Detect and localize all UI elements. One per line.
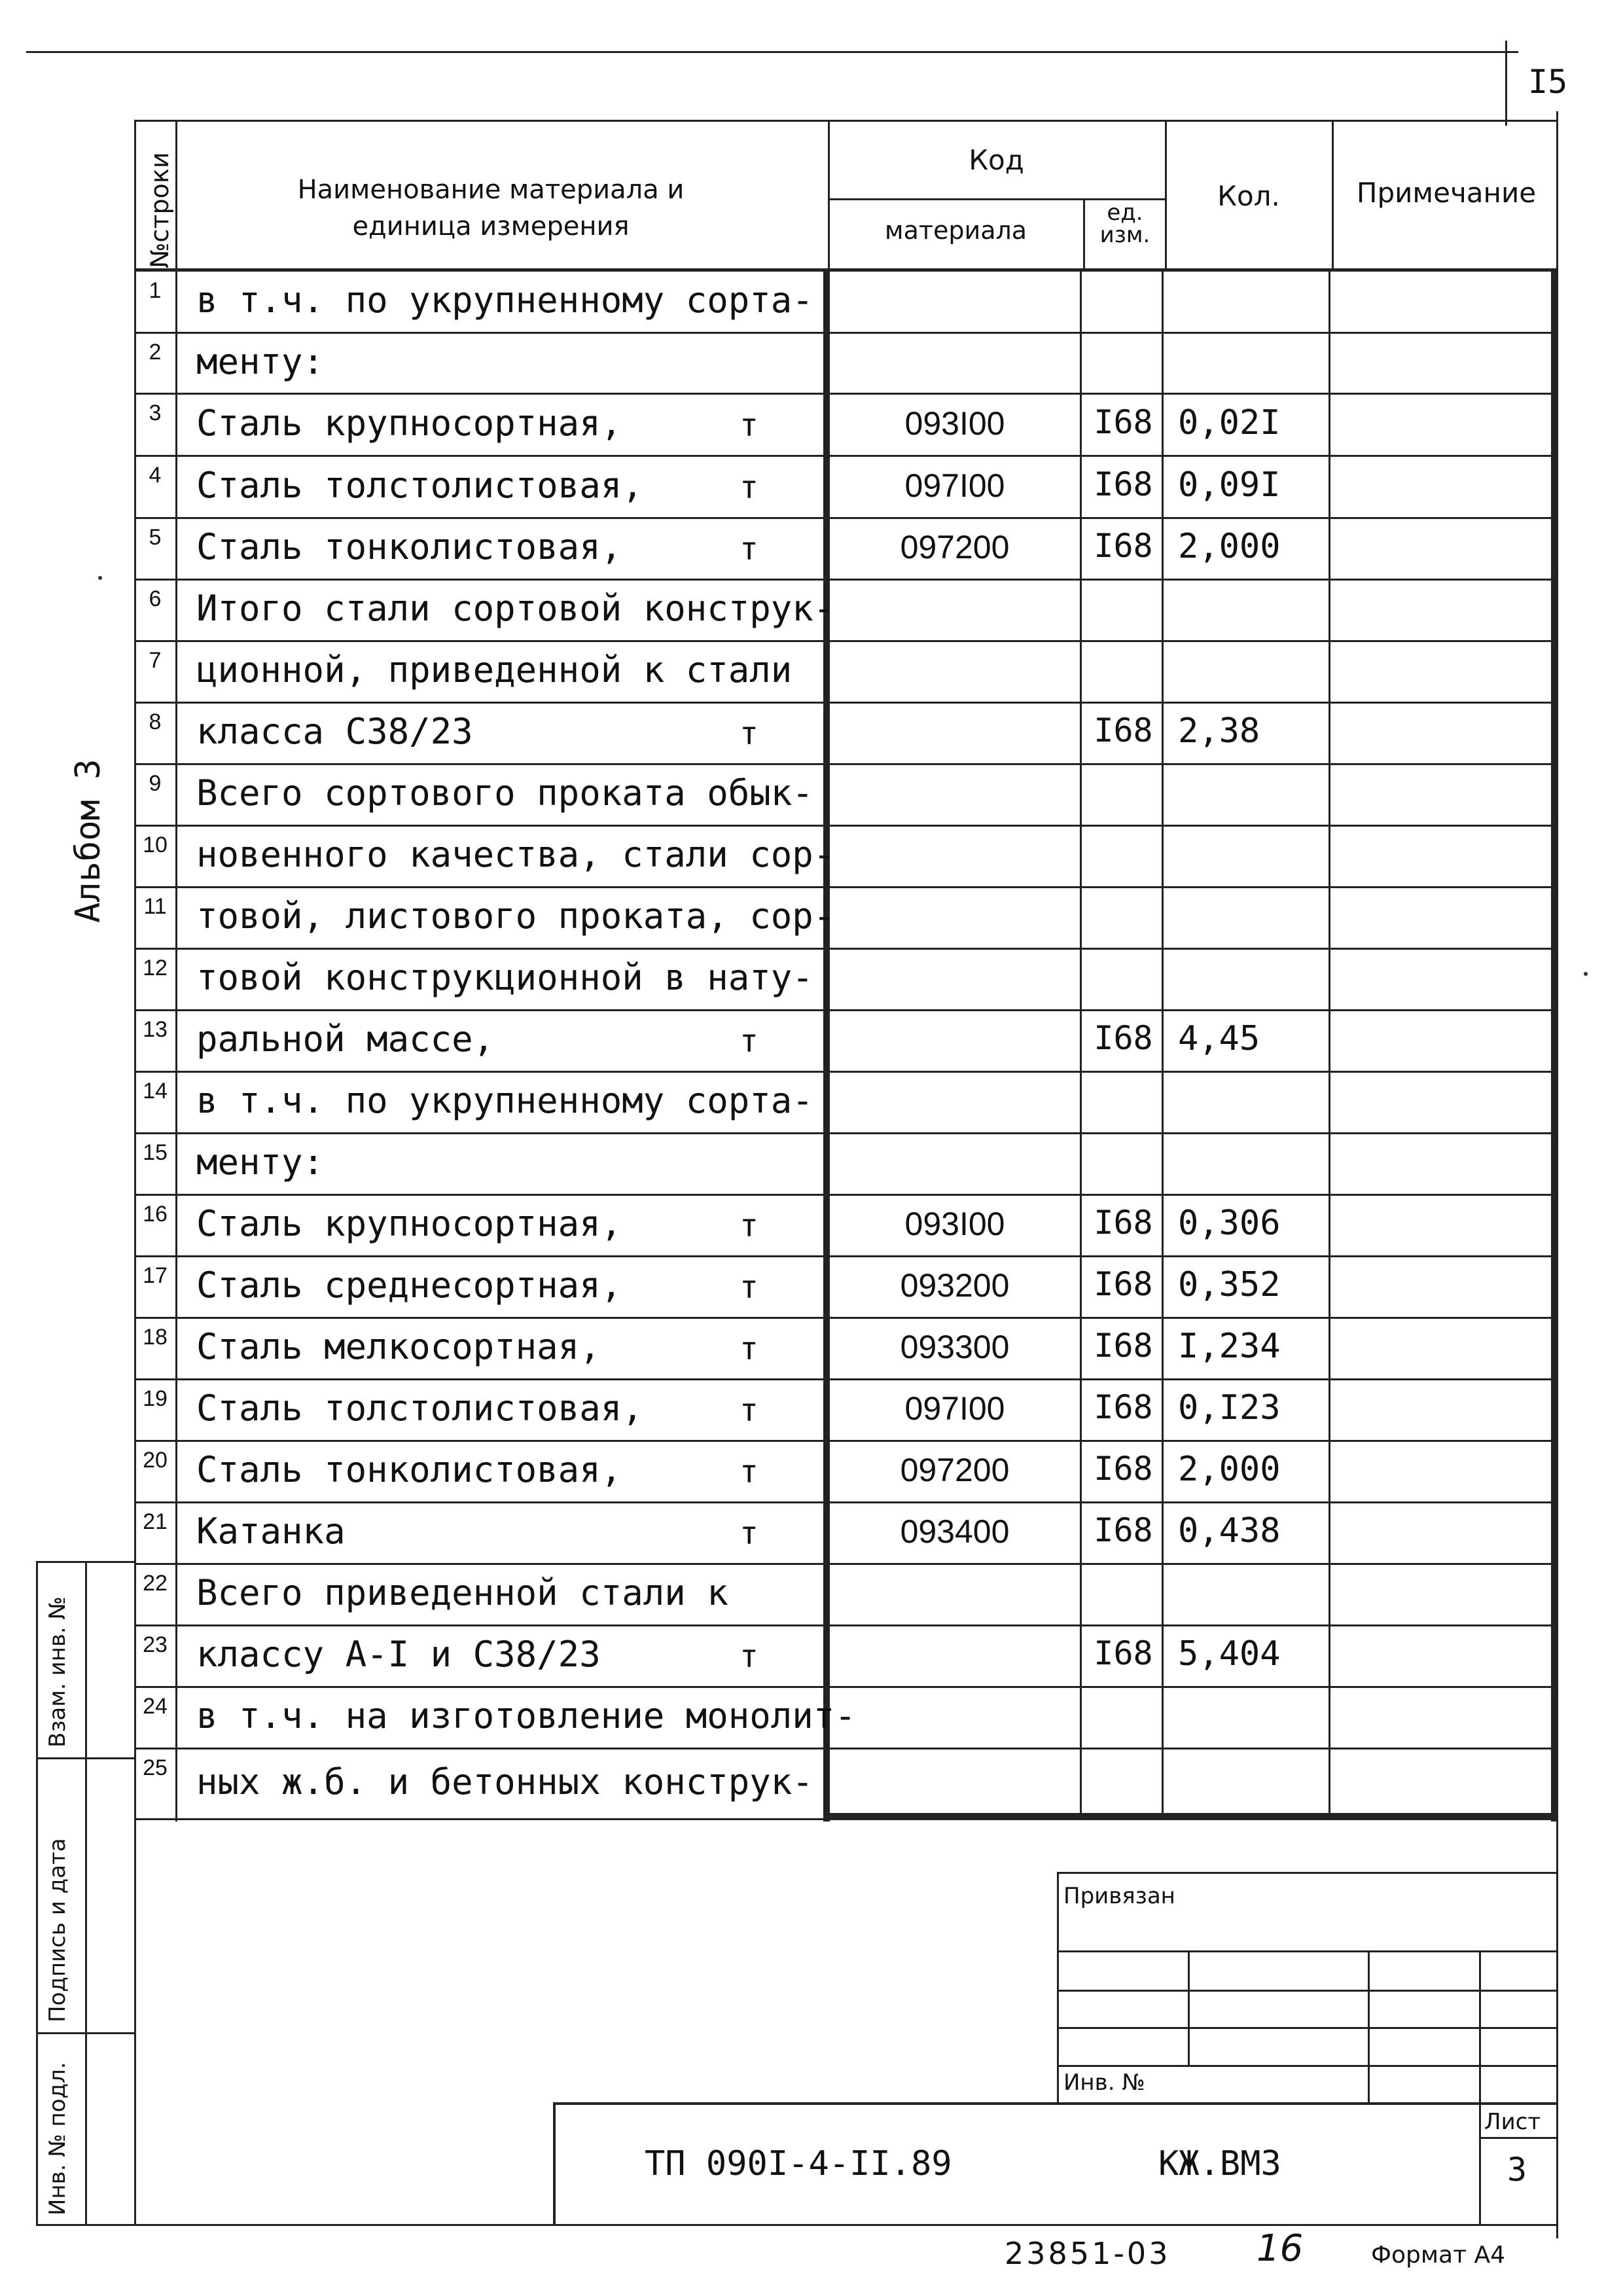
row-divider	[134, 517, 1558, 519]
row-name: Сталь крупносортная,	[196, 1203, 622, 1244]
row-material-code: 093I00	[904, 1206, 1005, 1242]
stamp-outer-left	[36, 1561, 38, 2225]
row-number: 12	[143, 956, 168, 980]
row-name: менту:	[196, 340, 325, 382]
row-material-code: 097I00	[904, 467, 1005, 504]
row-unit-abbr: т	[740, 1331, 758, 1367]
row-unit-abbr: т	[740, 1023, 758, 1060]
header-note: Примечание	[1356, 177, 1537, 209]
row-number: 1	[149, 278, 162, 303]
row-unit-code: I68	[1094, 1327, 1153, 1365]
row-qty: 0,438	[1178, 1511, 1281, 1551]
row-divider	[134, 763, 1558, 765]
row-number: 4	[149, 463, 162, 488]
page-bottom-border	[36, 2224, 1558, 2226]
tb-vline-1	[1188, 1950, 1190, 2065]
row-number: 5	[149, 525, 162, 550]
row-divider	[134, 455, 1558, 457]
header-name: Наименование материала и единица измерения	[297, 175, 685, 242]
row-unit-code: I68	[1094, 1634, 1153, 1672]
row-name: в т.ч. по укрупненному сорта-	[196, 1080, 813, 1121]
row-name: менту:	[196, 1141, 325, 1183]
row-name: в т.ч. по укрупненному сорта-	[196, 279, 813, 321]
row-material-code: 097I00	[904, 1390, 1005, 1427]
stamp-sep-2	[36, 2032, 134, 2034]
tb-line-2	[1057, 1990, 1558, 1992]
row-qty: 2,38	[1178, 711, 1260, 751]
row-number: 11	[143, 894, 167, 919]
tb-privyazan: Привязан	[1063, 1883, 1175, 1909]
row-unit-abbr: т	[740, 1392, 758, 1429]
stamp-sep-1	[36, 1757, 134, 1759]
tb-main-left	[553, 2102, 556, 2225]
stamp-inner-divider	[85, 1561, 87, 2225]
row-number: 18	[143, 1325, 168, 1350]
col-divider-qty	[1162, 270, 1164, 1818]
row-name: ных ж.б. и бетонных конструк-	[196, 1761, 813, 1803]
row-unit-code: I68	[1094, 1511, 1153, 1549]
row-unit-abbr: т	[740, 531, 758, 567]
row-number: 23	[143, 1632, 168, 1657]
stamp-top	[36, 1561, 134, 1563]
row-qty: 2,000	[1178, 1450, 1281, 1489]
row-unit-code: I68	[1094, 1204, 1153, 1242]
row-divider	[134, 1563, 1558, 1565]
row-number: 3	[149, 401, 162, 425]
tb-line-3	[1057, 2027, 1558, 2029]
row-qty: 2,000	[1178, 527, 1281, 566]
row-unit-abbr: т	[740, 1638, 758, 1675]
row-number: 25	[143, 1755, 168, 1780]
header-unit: ед. изм.	[1099, 200, 1150, 248]
row-unit-code: I68	[1094, 1450, 1153, 1488]
col-divider-rowno	[175, 120, 177, 1821]
row-unit-abbr: т	[740, 1208, 758, 1244]
footer-code: 23851-03	[1005, 2236, 1171, 2271]
row-name: Всего сортового проката обык-	[196, 772, 813, 814]
row-name: Сталь мелкосортная,	[196, 1326, 601, 1367]
margin-dot	[1584, 972, 1588, 976]
tb-doc-code: ТП 090I-4-II.89	[645, 2144, 952, 2183]
row-name: класса С38/23	[196, 711, 473, 752]
row-name: Сталь тонколистовая,	[196, 526, 622, 567]
table-bottom-line	[134, 1818, 1558, 1820]
row-number: 21	[143, 1509, 168, 1534]
header-material: материала	[884, 216, 1027, 245]
row-name: Сталь тонколистовая,	[196, 1449, 622, 1490]
row-qty: 0,306	[1178, 1204, 1281, 1243]
row-qty: 0,02I	[1178, 403, 1281, 442]
row-number: 15	[143, 1140, 168, 1165]
footer-sheet: 16	[1257, 2227, 1304, 2270]
row-name: в т.ч. на изготовление монолит-	[196, 1695, 856, 1736]
table-left-border	[134, 120, 136, 2224]
col-divider-unit-hdr	[1083, 200, 1085, 270]
top-border	[26, 51, 1518, 53]
row-unit-code: I68	[1094, 1019, 1153, 1057]
row-divider	[134, 886, 1558, 888]
col-divider-note-hdr	[1332, 120, 1334, 270]
data-block-right-thick	[1551, 270, 1558, 1821]
row-name: Сталь толстолистовая,	[196, 464, 643, 506]
page-number-divider	[1505, 41, 1507, 126]
row-unit-abbr: т	[740, 1454, 758, 1490]
header-qty: Кол.	[1217, 180, 1280, 212]
row-divider	[134, 1132, 1558, 1134]
row-divider	[134, 1009, 1558, 1011]
data-block-left-thick	[823, 270, 830, 1821]
margin-dot	[98, 576, 102, 580]
row-unit-code: I68	[1094, 1388, 1153, 1426]
row-name: Сталь толстолистовая,	[196, 1388, 643, 1429]
row-number: 8	[149, 709, 162, 734]
row-number: 14	[143, 1079, 168, 1103]
row-name: Итого стали сортовой конструк-	[196, 588, 835, 629]
col-divider-code	[828, 120, 830, 270]
row-divider	[134, 1378, 1558, 1380]
row-name: Всего приведенной стали к	[196, 1572, 728, 1613]
tb-main-top	[553, 2102, 1558, 2105]
row-name: Сталь среднесортная,	[196, 1265, 622, 1306]
row-material-code: 097200	[900, 1452, 1010, 1488]
row-divider	[134, 579, 1558, 581]
row-divider	[134, 1071, 1558, 1073]
row-material-code: 093200	[900, 1267, 1010, 1304]
row-unit-abbr: т	[740, 406, 758, 444]
album-label: Альбом 3	[69, 759, 108, 923]
row-name: ционной, приведенной к стали	[196, 649, 793, 691]
row-material-code: 097200	[900, 529, 1010, 565]
tb-sheet-no: 3	[1507, 2151, 1527, 2189]
row-divider	[134, 332, 1558, 334]
row-unit-code: I68	[1094, 527, 1153, 565]
row-unit-abbr: т	[740, 1269, 758, 1306]
row-number: 10	[143, 833, 168, 857]
header-row-no: №строки	[145, 152, 174, 268]
row-divider	[134, 948, 1558, 950]
row-unit-code: I68	[1094, 711, 1153, 749]
col-divider-note	[1329, 270, 1330, 1818]
row-number: 17	[143, 1263, 168, 1288]
tb-line-4	[1057, 2065, 1558, 2067]
row-number: 9	[149, 771, 162, 796]
tb-vline-2	[1368, 1950, 1370, 2104]
tb-vline-3	[1479, 1950, 1481, 2225]
tb-left	[1057, 1872, 1059, 2104]
row-material-code: 093I00	[904, 404, 1005, 442]
table-top-border	[134, 120, 1558, 122]
row-divider	[134, 640, 1558, 642]
tb-sheet-label: Лист	[1484, 2109, 1541, 2135]
row-name: товой конструкционной в нату-	[196, 957, 813, 998]
row-unit-code: I68	[1094, 1265, 1153, 1303]
tb-inv-no: Инв. №	[1063, 2070, 1145, 2096]
stamp-inv-podl-label: Инв. № подл.	[45, 2062, 71, 2215]
row-divider	[134, 1686, 1558, 1688]
row-qty: 4,45	[1178, 1019, 1260, 1058]
row-qty: 0,I23	[1178, 1388, 1281, 1427]
row-qty: 0,352	[1178, 1265, 1281, 1304]
row-name: классу А-I и С38/23	[196, 1634, 601, 1675]
tb-top	[1057, 1872, 1558, 1874]
row-divider	[134, 1501, 1558, 1503]
tb-line-1	[1057, 1950, 1558, 1952]
page-number: I5	[1528, 63, 1568, 101]
row-qty: I,234	[1178, 1327, 1281, 1366]
stamp-podpis-label: Подпись и дата	[45, 1838, 71, 2022]
row-unit-abbr: т	[740, 715, 758, 752]
row-unit-abbr: т	[740, 1515, 758, 1552]
row-number: 7	[149, 648, 162, 673]
row-name: Сталь крупносортная,	[196, 402, 622, 444]
row-qty: 0,09I	[1178, 465, 1281, 505]
tb-sheet-sep	[1479, 2137, 1558, 2139]
row-name: товой, листового проката, сор-	[196, 895, 835, 937]
row-number: 16	[143, 1202, 168, 1227]
header-bottom-border	[134, 268, 1558, 272]
row-unit-code: I68	[1094, 465, 1153, 503]
col-divider-unit	[1080, 270, 1082, 1818]
tb-mark: КЖ.ВМЗ	[1158, 2144, 1281, 2183]
row-unit-code: I68	[1094, 403, 1153, 441]
row-qty: 5,404	[1178, 1634, 1281, 1674]
row-number: 2	[149, 340, 162, 365]
row-material-code: 093400	[900, 1513, 1010, 1550]
row-divider	[134, 1748, 1558, 1749]
row-number: 19	[143, 1386, 168, 1411]
row-name: новенного качества, стали сор-	[196, 834, 835, 875]
row-name: ральной массе,	[196, 1018, 495, 1060]
row-number: 13	[143, 1017, 168, 1042]
row-unit-abbr: т	[740, 469, 758, 506]
row-number: 20	[143, 1448, 168, 1473]
row-number: 24	[143, 1694, 168, 1719]
row-divider	[134, 1440, 1558, 1442]
row-divider	[134, 825, 1558, 827]
row-divider	[134, 1255, 1558, 1257]
stamp-vzam-label: Взам. инв. №	[45, 1596, 71, 1748]
row-number: 6	[149, 586, 162, 611]
format-label: Формат А4	[1371, 2242, 1506, 2269]
header-code: Код	[969, 144, 1024, 176]
row-material-code: 093300	[900, 1329, 1010, 1365]
row-divider	[134, 1317, 1558, 1319]
row-divider	[134, 393, 1558, 395]
row-name: Катанка	[196, 1511, 346, 1552]
row-divider	[134, 1624, 1558, 1626]
row-number: 22	[143, 1571, 168, 1596]
row-divider	[134, 1194, 1558, 1196]
row-divider	[134, 702, 1558, 704]
